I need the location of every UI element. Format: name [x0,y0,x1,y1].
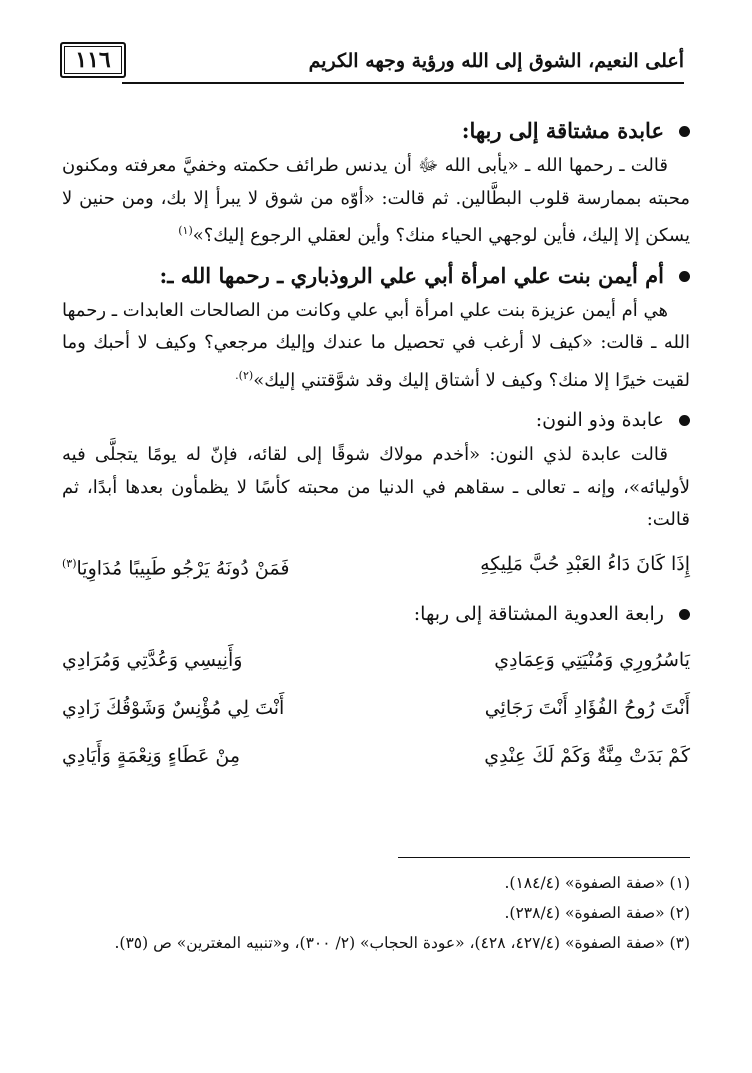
verse-second-hemistich: وَأَنِيسِي وَعُدَّتِي وَمُرَادِي [62,648,243,671]
bullet-icon [679,415,690,426]
verse-second-hemistich [62,543,289,589]
bullet-icon [679,609,690,620]
section-paragraph [62,150,690,253]
section-paragraph [62,439,690,537]
header-rule [122,82,684,84]
footnote-ref: (١) [178,224,193,237]
paragraph-text: هي أم أيمن عزيزة بنت علي امرأة أبي علي وكانت من الصالحات العابدات ـ رحمها الله ـ قالت: «كيف لا أرغب في تحصيل ما عندك وإليك مرجعي؟ وكيف لا أحبك وما لقيت خيرًا إلا منك؟ وكيف لا أشتاق إليك وقد شوَّقتني إليك» [62,299,690,391]
verse-first-hemistich: يَاسُرُورِي وَمُنْيَتِي وَعِمَادِي [494,648,690,671]
section-heading-text: عابدة مشتاقة إلى ربها: [461,118,664,143]
bullet-icon [679,271,690,282]
paragraph-text: قالت عابدة لذي النون: «أخدم مولاك شوقًا إلى لقائه، فإنّ له يومًا يتجلَّى فيه لأوليائه»، وإنه ـ تعالى ـ سقاهم في الدنيا من محبته كأسًا لا يظمأون بعدها أبدًا، ثم قالت: [62,444,690,530]
section-heading [62,401,690,439]
footnote-item: (٢) «صفة الصفوة» (٢٣٨/٤). [504,904,690,922]
poetry-verse [62,639,690,681]
footnote-ref: (٢). [235,368,254,382]
paragraph-text: قالت ـ رحمها الله ـ «يأبى الله ﷻ أن يدنس طرائف حكمته وخفيَّ معرفته ومكنون محبته بممارسة قلوب البطَّالين. ثم قالت: «أوّه من شوق لا يبرأ إلا بك، ومن حنين لا يسكن إلا إليك، فأين لوجهي الحياء منك؟ وأين لعقلي الرجوع إليك؟» [62,155,690,246]
section-heading-text: أم أيمن بنت علي امرأة أبي علي الروذباري ـ رحمها الله ـ: [159,262,664,288]
poetry-verse [62,543,690,589]
verse-second-hemistich: أَنْتَ لِي مُؤْنِسٌ وَشَوْقُكَ زَادِي [62,696,285,719]
page-header [60,42,684,92]
verse-second-text: فَمَنْ دُونَهُ يَرْجُو طَبِيبًا مُدَاوِيَا [76,556,290,579]
verse-first-hemistich: كَمْ بَدَتْ مِنَّةٌ وَكَمْ لَكَ عِنْدِي [484,744,690,767]
verse-first-hemistich: إِذَا كَانَ دَاءُ العَبْدِ حُبَّ مَلِيكِهِ [480,552,690,575]
footnote-ref: (٣) [62,556,77,570]
section-heading [62,112,690,150]
footnote-rule [398,857,690,858]
bullet-icon [679,126,690,137]
section-heading-text: رابعة العدوية المشتاقة إلى ربها: [413,602,664,625]
footnote-item: (١) «صفة الصفوة» (١٨٤/٤). [504,874,690,892]
section-heading [62,257,690,295]
verse-second-hemistich: مِنْ عَطَاءٍ وَنِعْمَةٍ وَأَيَادِي [62,744,241,767]
page-number: ١١٦ [60,42,126,78]
section-heading [62,595,690,633]
section-paragraph [62,295,690,398]
verse-first-hemistich: أَنْتَ رُوحُ الفُؤَادِ أَنْتَ رَجَائِي [484,696,690,719]
section-heading-text: عابدة وذو النون: [535,409,664,431]
footnotes [62,868,690,958]
running-title: أعلى النعيم، الشوق إلى الله ورؤية وجهه الكريم [308,50,684,72]
page-body [62,112,690,783]
poetry-verse [62,735,690,777]
footnote-item: (٣) «صفة الصفوة» (٤٢٧/٤، ٤٢٨)، «عودة الحجاب» (٢/ ٣٠٠)، و«تنبيه المغترين» ص (٣٥). [114,934,690,952]
poetry-verse [62,687,690,729]
